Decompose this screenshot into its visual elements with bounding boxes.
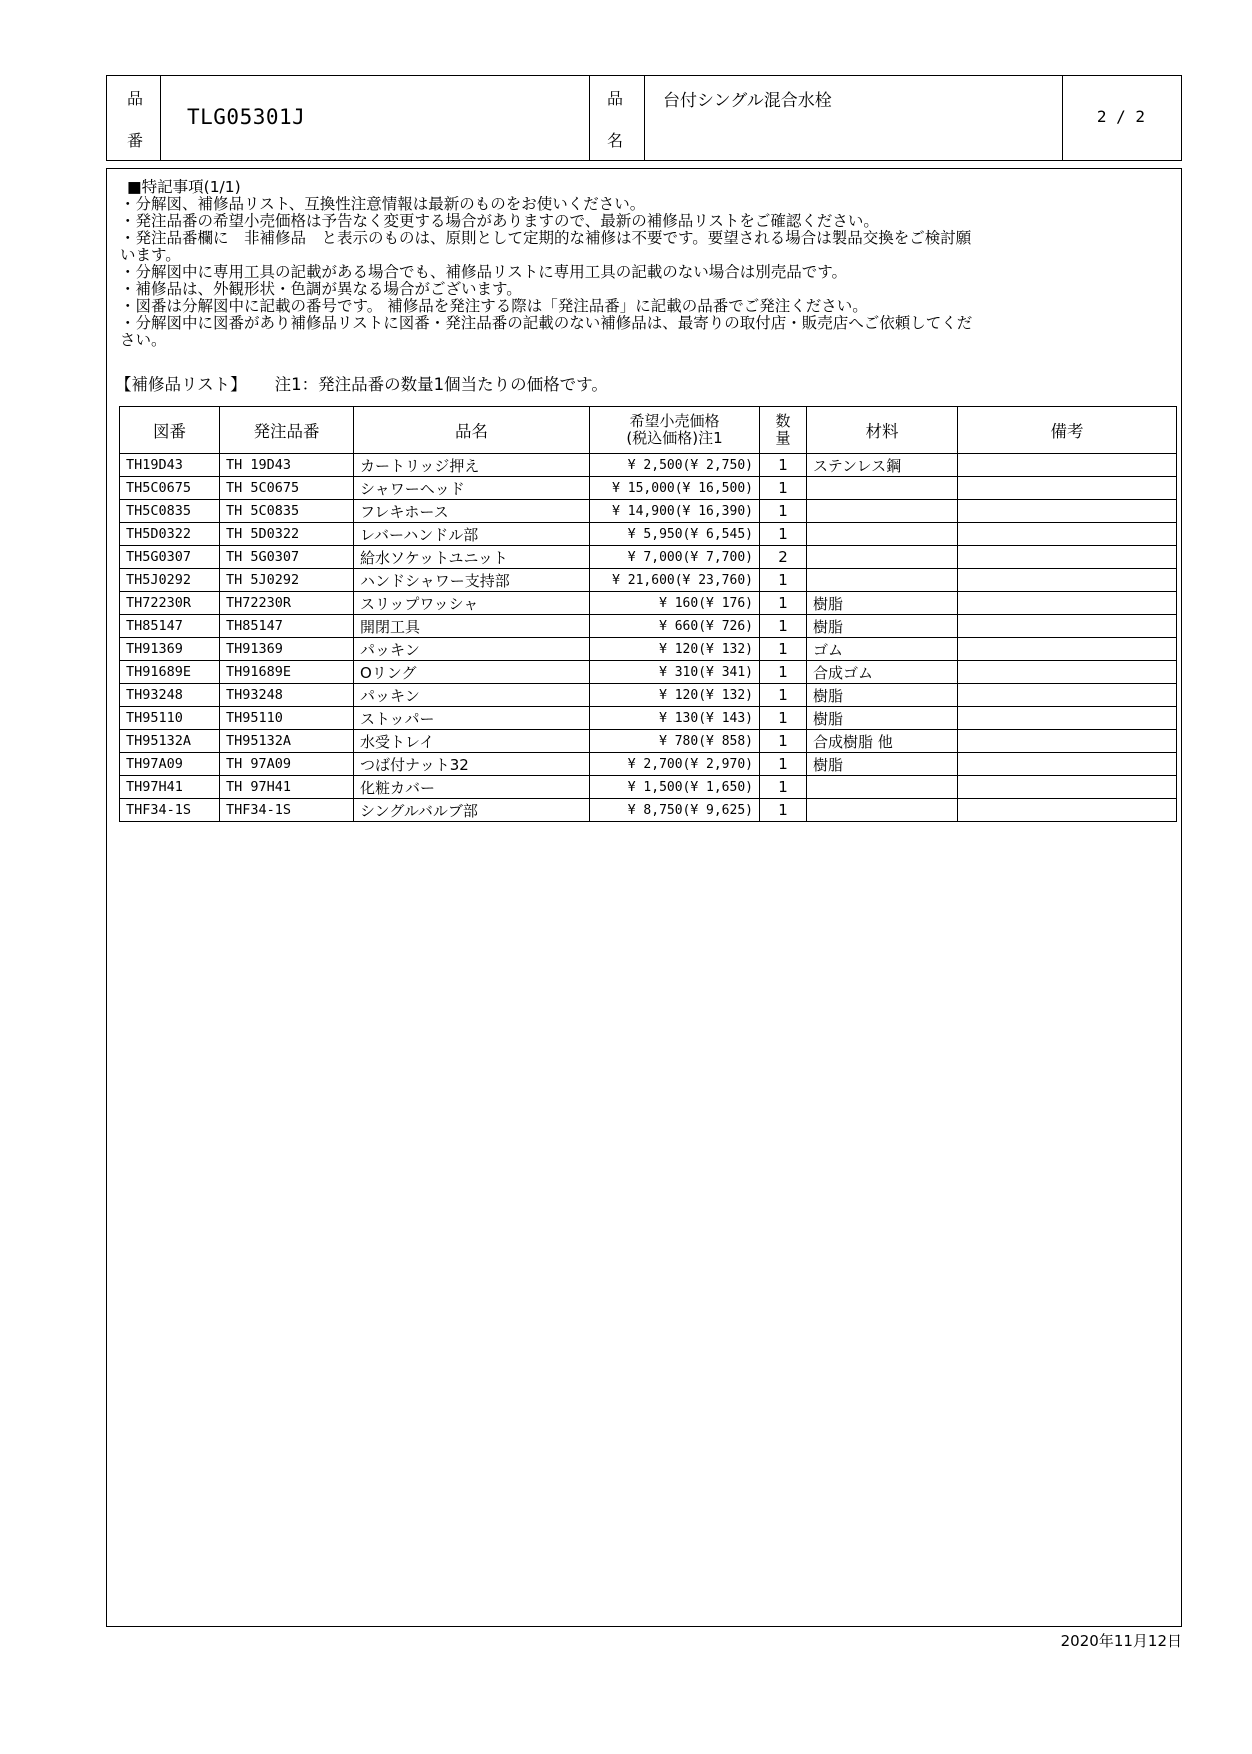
col-header-order-no: 発注品番: [220, 407, 354, 454]
table-row: [120, 569, 1177, 592]
cell-price: ¥ 2,500(¥ 2,750): [590, 454, 760, 477]
table-row: [120, 707, 1177, 730]
cell-order-no: TH 97H41: [220, 776, 354, 799]
cell-figure-no: TH5D0322: [120, 523, 220, 546]
cell-order-no: TH93248: [220, 684, 354, 707]
col-header-price-line2: (税込価格)注1: [626, 429, 723, 447]
cell-material: 樹脂: [807, 592, 958, 615]
cell-figure-no: TH85147: [120, 615, 220, 638]
cell-remarks: [958, 753, 1177, 776]
cell-material: [807, 546, 958, 569]
cell-material: [807, 523, 958, 546]
cell-order-no: TH 5G0307: [220, 546, 354, 569]
cell-price: ¥ 5,950(¥ 6,545): [590, 523, 760, 546]
cell-order-no: TH95132A: [220, 730, 354, 753]
cell-figure-no: TH5J0292: [120, 569, 220, 592]
cell-qty: 1: [760, 592, 807, 615]
cell-remarks: [958, 707, 1177, 730]
cell-material: ステンレス鋼: [807, 454, 958, 477]
cell-figure-no: TH91369: [120, 638, 220, 661]
cell-remarks: [958, 776, 1177, 799]
cell-remarks: [958, 661, 1177, 684]
table-row: [120, 684, 1177, 707]
cell-qty: 1: [760, 799, 807, 822]
cell-remarks: [958, 500, 1177, 523]
table-row: [120, 661, 1177, 684]
cell-material: 樹脂: [807, 753, 958, 776]
cell-order-no: TH 5C0675: [220, 477, 354, 500]
label-hinban-bottom: 番: [127, 131, 144, 150]
cell-qty: 1: [760, 730, 807, 753]
cell-figure-no: TH93248: [120, 684, 220, 707]
header-divider: [589, 76, 590, 160]
cell-name: レバーハンドル部: [354, 523, 590, 546]
cell-order-no: TH 97A09: [220, 753, 354, 776]
cell-name: 水受トレイ: [354, 730, 590, 753]
table-row: [120, 615, 1177, 638]
label-hinmei-bottom: 名: [607, 131, 624, 150]
header-divider: [160, 76, 161, 160]
label-hinban-top: 品: [127, 89, 144, 108]
col-header-remarks: 備考: [958, 407, 1177, 454]
cell-qty: 2: [760, 546, 807, 569]
cell-name: ストッパー: [354, 707, 590, 730]
cell-qty: 1: [760, 569, 807, 592]
note-line: ・図番は分解図中に記載の番号です。 補修品を発注する際は「発注品番」に記載の品番でご発注ください。: [120, 297, 868, 315]
parts-list-heading: [115, 371, 608, 395]
cell-price: ¥ 14,900(¥ 16,390): [590, 500, 760, 523]
cell-material: [807, 477, 958, 500]
cell-remarks: [958, 546, 1177, 569]
cell-qty: 1: [760, 500, 807, 523]
cell-price: ¥ 660(¥ 726): [590, 615, 760, 638]
cell-remarks: [958, 477, 1177, 500]
cell-name: ハンドシャワー支持部: [354, 569, 590, 592]
table-row: [120, 753, 1177, 776]
cell-figure-no: TH19D43: [120, 454, 220, 477]
parts-table: [119, 406, 1177, 822]
header-divider: [1062, 76, 1063, 160]
cell-figure-no: TH95110: [120, 707, 220, 730]
cell-remarks: [958, 523, 1177, 546]
cell-qty: 1: [760, 776, 807, 799]
cell-price: ¥ 120(¥ 132): [590, 638, 760, 661]
cell-material: [807, 799, 958, 822]
cell-price: ¥ 7,000(¥ 7,700): [590, 546, 760, 569]
header-divider: [644, 76, 645, 160]
cell-remarks: [958, 638, 1177, 661]
cell-order-no: TH91689E: [220, 661, 354, 684]
note-line: ・分解図中に専用工具の記載がある場合でも、補修品リストに専用工具の記載のない場合は別売品です。: [120, 263, 847, 281]
cell-order-no: TH 5C0835: [220, 500, 354, 523]
cell-figure-no: TH72230R: [120, 592, 220, 615]
table-row: [120, 523, 1177, 546]
parts-list-title: 【補修品リスト】: [115, 375, 247, 394]
special-notes: [120, 178, 1172, 349]
cell-name: カートリッジ押え: [354, 454, 590, 477]
cell-price: ¥ 780(¥ 858): [590, 730, 760, 753]
col-header-qty-line2: 量: [775, 429, 791, 447]
cell-price: ¥ 160(¥ 176): [590, 592, 760, 615]
cell-remarks: [958, 799, 1177, 822]
cell-qty: 1: [760, 523, 807, 546]
note-line: さい。: [120, 331, 167, 349]
cell-remarks: [958, 592, 1177, 615]
cell-qty: 1: [760, 684, 807, 707]
cell-remarks: [958, 730, 1177, 753]
cell-qty: 1: [760, 707, 807, 730]
col-header-price: [590, 407, 760, 454]
cell-price: ¥ 8,750(¥ 9,625): [590, 799, 760, 822]
notes-title: ■特記事項(1/1): [127, 178, 241, 196]
cell-name: シングルバルブ部: [354, 799, 590, 822]
cell-order-no: TH72230R: [220, 592, 354, 615]
cell-remarks: [958, 684, 1177, 707]
cell-order-no: TH95110: [220, 707, 354, 730]
cell-figure-no: TH5C0835: [120, 500, 220, 523]
cell-material: [807, 569, 958, 592]
cell-order-no: TH 5J0292: [220, 569, 354, 592]
cell-figure-no: TH5G0307: [120, 546, 220, 569]
table-row: [120, 638, 1177, 661]
cell-material: 樹脂: [807, 707, 958, 730]
cell-price: ¥ 120(¥ 132): [590, 684, 760, 707]
cell-qty: 1: [760, 615, 807, 638]
table-row: [120, 477, 1177, 500]
cell-figure-no: THF34-1S: [120, 799, 220, 822]
cell-price: ¥ 2,700(¥ 2,970): [590, 753, 760, 776]
table-row: [120, 730, 1177, 753]
cell-material: 合成樹脂 他: [807, 730, 958, 753]
note-line: ・分解図中に図番があり補修品リストに図番・発注品番の記載のない補修品は、最寄りの取付店・販売店へご依頼してくだ: [120, 314, 973, 332]
cell-material: [807, 500, 958, 523]
cell-figure-no: TH5C0675: [120, 477, 220, 500]
content-frame: [106, 168, 1182, 1627]
cell-name: スリップワッシャ: [354, 592, 590, 615]
table-header-row: [120, 407, 1177, 454]
cell-name: シャワーヘッド: [354, 477, 590, 500]
document-header: [106, 75, 1182, 161]
note-line: います。: [120, 246, 181, 264]
cell-figure-no: TH95132A: [120, 730, 220, 753]
cell-material: ゴム: [807, 638, 958, 661]
note-line: ・分解図、補修品リスト、互換性注意情報は最新のものをお使いください。: [120, 195, 646, 213]
label-hinmei-top: 品: [607, 89, 624, 108]
cell-material: 樹脂: [807, 684, 958, 707]
product-name: 台付シングル混合水栓: [663, 91, 832, 111]
issue-date: 2020年11月12日: [1060, 1632, 1182, 1650]
cell-figure-no: TH97A09: [120, 753, 220, 776]
cell-material: 樹脂: [807, 615, 958, 638]
col-header-qty: [760, 407, 807, 454]
cell-remarks: [958, 454, 1177, 477]
table-row: [120, 546, 1177, 569]
note-line: ・補修品は、外観形状・色調が異なる場合がございます。: [120, 280, 522, 298]
parts-list-note: 注1：発注品番の数量1個当たりの価格です。: [274, 375, 608, 394]
cell-name: つば付ナット32: [354, 753, 590, 776]
cell-remarks: [958, 615, 1177, 638]
cell-name: 化粧カバー: [354, 776, 590, 799]
product-code: TLG05301J: [187, 105, 306, 129]
cell-material: [807, 776, 958, 799]
cell-name: 開閉工具: [354, 615, 590, 638]
table-row: [120, 454, 1177, 477]
cell-order-no: TH 5D0322: [220, 523, 354, 546]
parts-table-body: [120, 454, 1177, 822]
table-row: [120, 592, 1177, 615]
col-header-material: 材料: [807, 407, 958, 454]
cell-price: ¥ 1,500(¥ 1,650): [590, 776, 760, 799]
table-row: [120, 799, 1177, 822]
cell-price: ¥ 130(¥ 143): [590, 707, 760, 730]
cell-price: ¥ 310(¥ 341): [590, 661, 760, 684]
cell-qty: 1: [760, 661, 807, 684]
cell-name: パッキン: [354, 638, 590, 661]
cell-qty: 1: [760, 638, 807, 661]
table-row: [120, 776, 1177, 799]
note-line: ・発注品番の希望小売価格は予告なく変更する場合がありますので、最新の補修品リストをご確認ください。: [120, 212, 879, 230]
cell-figure-no: TH97H41: [120, 776, 220, 799]
col-header-price-line1: 希望小売価格: [629, 412, 720, 430]
col-header-figure-no: 図番: [120, 407, 220, 454]
page-number: 2 / 2: [1096, 107, 1145, 126]
cell-name: パッキン: [354, 684, 590, 707]
cell-remarks: [958, 569, 1177, 592]
cell-material: 合成ゴム: [807, 661, 958, 684]
table-row: [120, 500, 1177, 523]
col-header-name: 品名: [354, 407, 590, 454]
cell-order-no: THF34-1S: [220, 799, 354, 822]
cell-price: ¥ 21,600(¥ 23,760): [590, 569, 760, 592]
cell-order-no: TH 19D43: [220, 454, 354, 477]
cell-qty: 1: [760, 753, 807, 776]
cell-name: Oリング: [354, 661, 590, 684]
cell-order-no: TH91369: [220, 638, 354, 661]
cell-figure-no: TH91689E: [120, 661, 220, 684]
cell-name: フレキホース: [354, 500, 590, 523]
cell-price: ¥ 15,000(¥ 16,500): [590, 477, 760, 500]
cell-qty: 1: [760, 477, 807, 500]
note-line: ・発注品番欄に 非補修品 と表示のものは、原則として定期的な補修は不要です。要望される場合は製品交換をご検討願: [120, 229, 972, 247]
cell-name: 給水ソケットユニット: [354, 546, 590, 569]
cell-order-no: TH85147: [220, 615, 354, 638]
cell-qty: 1: [760, 454, 807, 477]
col-header-qty-line1: 数: [775, 412, 791, 430]
